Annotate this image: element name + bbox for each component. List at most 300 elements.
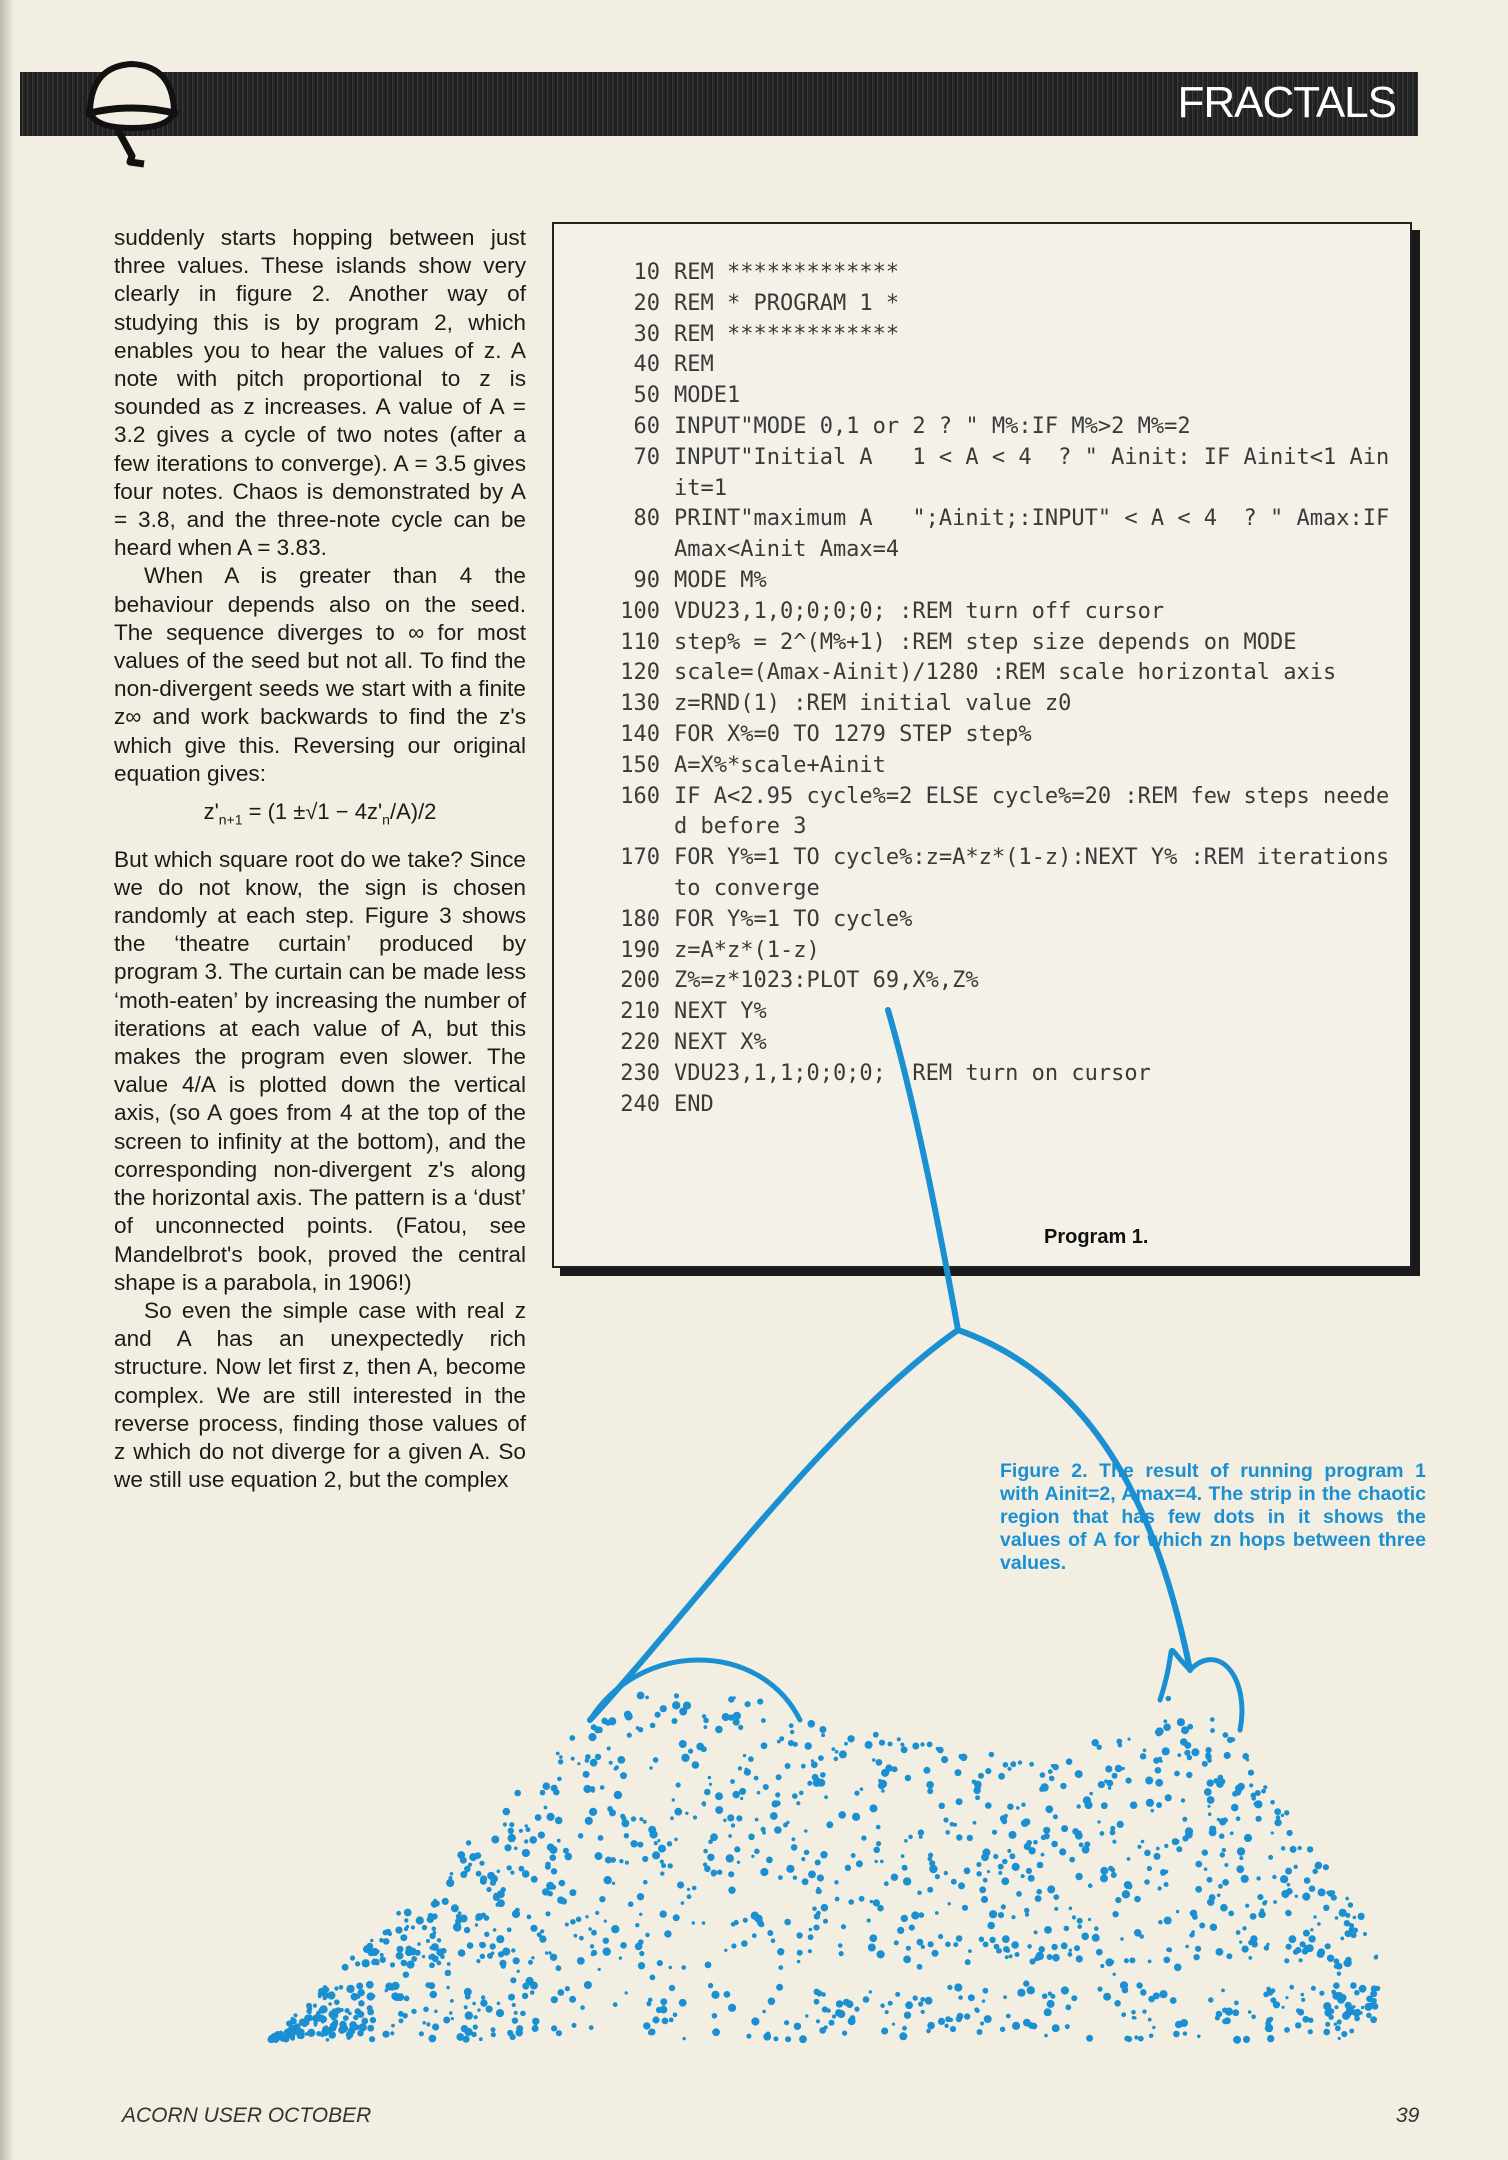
plot-dot [1256, 1816, 1262, 1822]
plot-dot [1176, 1910, 1179, 1913]
plot-dot [473, 2024, 478, 2029]
plot-dot [832, 1747, 836, 1751]
plot-dot [826, 1821, 833, 1828]
plot-dot [951, 1879, 957, 1885]
line-code: REM ************* [674, 321, 900, 347]
plot-dot [932, 1950, 939, 1957]
plot-dot [1290, 1846, 1297, 1853]
plot-dot [879, 1740, 885, 1746]
plot-dot [992, 1830, 997, 1835]
plot-dot [987, 1922, 995, 1930]
plot-dot [514, 1847, 518, 1851]
plot-dot [428, 1913, 434, 1919]
plot-dot [1027, 1986, 1035, 1994]
plot-dot [1244, 1834, 1252, 1842]
plot-dot [964, 1867, 971, 1874]
line-code: END [674, 1091, 714, 1117]
plot-dot [613, 2002, 618, 2007]
plot-dot [1136, 1982, 1142, 1988]
plot-dot [464, 1988, 472, 1996]
plot-dot [936, 1747, 940, 1751]
plot-dot [733, 1696, 736, 1699]
plot-dot [600, 1785, 605, 1790]
plot-dot [496, 2009, 504, 2017]
plot-dot [346, 2035, 351, 2040]
plot-dot [754, 1849, 760, 1855]
plot-dot [816, 2019, 820, 2023]
plot-dot [1021, 1874, 1025, 1878]
plot-dot [637, 1842, 643, 1848]
plot-dot [1113, 1973, 1116, 1976]
plot-dot [1234, 2001, 1239, 2006]
plot-dot [1216, 1948, 1224, 1956]
plot-dot [572, 2023, 577, 2028]
plot-dot [1232, 2009, 1239, 2016]
plot-dot [404, 1927, 408, 1931]
plot-dot [1111, 1872, 1117, 1878]
line-code: z=RND(1) :REM initial value z0 [674, 691, 1072, 717]
plot-dot [998, 1773, 1005, 1780]
plot-dot [869, 1934, 877, 1942]
plot-dot [688, 1749, 693, 1754]
plot-dot [426, 2022, 430, 2026]
plot-dot [1044, 1926, 1052, 1934]
plot-dot [1007, 1849, 1011, 1853]
plot-dot [904, 1839, 908, 1843]
plot-dot [1012, 1863, 1020, 1871]
plot-dot [510, 1871, 514, 1875]
plot-dot [919, 1912, 925, 1918]
plot-dot [1001, 1819, 1007, 1825]
plot-dot [820, 1772, 826, 1778]
line-number: 150 [620, 752, 660, 778]
plot-dot [1153, 1757, 1160, 1764]
plot-dot [776, 1984, 783, 1991]
plot-dot [905, 1775, 911, 1781]
plot-dot [1142, 2009, 1146, 2013]
plot-dot [1268, 1855, 1273, 1860]
plot-dot [1184, 1742, 1191, 1749]
plot-dot [867, 1918, 871, 1922]
plot-dot [1296, 2008, 1301, 2013]
plot-dot [676, 1782, 681, 1787]
plot-dot [605, 1857, 612, 1864]
plot-dot [777, 1948, 784, 1955]
plot-dot [508, 1834, 516, 1842]
plot-dot [1202, 1761, 1208, 1767]
plot-dot [511, 1948, 515, 1952]
plot-dot [1068, 1952, 1073, 1957]
plot-dot [1313, 1915, 1316, 1918]
plot-dot [461, 2025, 468, 2032]
plot-dot [938, 1934, 943, 1939]
plot-dot [617, 1756, 625, 1764]
plot-dot [479, 1861, 484, 1866]
plot-dot [1134, 1929, 1142, 1937]
plot-dot [340, 2008, 344, 2012]
plot-dot [1065, 2024, 1070, 2029]
plot-dot [668, 1863, 673, 1868]
plot-dot [875, 1860, 878, 1863]
plot-dot [447, 1962, 451, 1966]
plot-dot [1066, 1758, 1073, 1765]
plot-dot [652, 2016, 659, 2023]
plot-dot [809, 1928, 813, 1932]
plot-dot [1114, 2000, 1121, 2007]
plot-dot [544, 1806, 548, 1810]
plot-dot [899, 2032, 907, 2040]
plot-dot [530, 1990, 535, 1995]
line-number: 140 [620, 721, 660, 747]
plot-dot [805, 1742, 812, 1749]
plot-dot [1064, 1926, 1070, 1932]
plot-dot [1345, 1913, 1350, 1918]
plot-dot [368, 1949, 376, 1957]
plot-dot [366, 1981, 374, 1989]
plot-dot [1061, 1825, 1068, 1832]
plot-dot [835, 2009, 843, 2017]
plot-dot [881, 1789, 885, 1793]
plot-dot [639, 1951, 644, 1956]
plot-dot [1241, 1875, 1249, 1883]
plot-dot [1210, 1717, 1215, 1722]
plot-dot [1088, 1883, 1093, 1888]
plot-dot [591, 1930, 597, 1936]
plot-dot [543, 1782, 551, 1790]
plot-dot [585, 1915, 588, 1918]
plot-dot [929, 1865, 937, 1873]
plot-dot [1164, 1917, 1172, 1925]
plot-dot [1041, 1853, 1045, 1857]
plot-dot [1003, 1762, 1009, 1768]
plot-dot [917, 1891, 922, 1896]
plot-dot [441, 1948, 447, 1954]
plot-dot [1174, 1771, 1180, 1777]
plot-dot [628, 1901, 634, 1907]
plot-dot [607, 1746, 611, 1750]
plot-dot [649, 2029, 656, 2036]
plot-dot [1088, 1918, 1091, 1921]
plot-dot [1193, 1954, 1199, 1960]
plot-dot [761, 1718, 766, 1723]
line-number: 240 [620, 1091, 660, 1117]
plot-dot [917, 1964, 923, 1970]
plot-dot [808, 1934, 814, 1940]
plot-dot [815, 1860, 821, 1866]
plot-dot [508, 1828, 514, 1834]
plot-dot [1124, 1958, 1129, 1963]
plot-dot [1182, 1835, 1188, 1841]
plot-dot [947, 1985, 952, 1990]
plot-dot [612, 1882, 615, 1885]
plot-dot [650, 1723, 656, 1729]
plot-dot [401, 1960, 408, 1967]
plot-dot [1280, 1875, 1288, 1883]
plot-dot [1097, 1820, 1100, 1823]
plot-dot [1177, 1753, 1181, 1757]
plot-dot [400, 1934, 407, 1941]
plot-dot [752, 1933, 757, 1938]
plot-dot [660, 1860, 664, 1864]
plot-dot [429, 1962, 435, 1968]
plot-dot [674, 1838, 678, 1842]
plot-dot [1180, 2019, 1188, 2027]
plot-dot [901, 1915, 908, 1922]
plot-dot [904, 2012, 911, 2019]
plot-dot [577, 1957, 585, 1965]
plot-dot [703, 1863, 707, 1867]
plot-dot [1100, 1831, 1105, 1836]
line-number: 170 [620, 845, 660, 871]
plot-dot [561, 1898, 568, 1905]
plot-dot [1348, 1902, 1353, 1907]
plot-dot [1325, 2022, 1330, 2027]
plot-dot [578, 1833, 584, 1839]
plot-dot [574, 1934, 578, 1938]
plot-dot [1033, 1840, 1038, 1845]
plot-dot [491, 2032, 496, 2037]
plot-dot [1204, 1788, 1212, 1796]
plot-dot [1002, 1935, 1010, 1943]
plot-dot [1281, 1846, 1286, 1851]
plot-dot [1243, 2036, 1250, 2043]
plot-dot [1192, 1914, 1198, 1920]
plot-dot [411, 1925, 415, 1929]
plot-dot [1218, 1884, 1223, 1889]
plot-dot [571, 1757, 575, 1761]
plot-dot [1317, 1922, 1321, 1926]
plot-dot [983, 1988, 989, 1994]
plot-dot [609, 1809, 616, 1816]
plot-dot [457, 1851, 465, 1859]
plot-dot [515, 1908, 520, 1913]
plot-dot [480, 1875, 487, 1882]
plot-dot [1052, 1954, 1060, 1962]
plot-dot [981, 1853, 989, 1861]
plot-dot [1053, 1894, 1059, 1900]
plot-dot [832, 2014, 836, 2018]
plot-dot [419, 2031, 424, 2036]
article-paragraph: suddenly starts hopping between just three values. These islands show very clearly in figure 2. Another way of studying this is by program 2, which enables you to hear the values of z. A note with pitch proportional to z is sounded as z increases. A value of A = 3.2 gives a cycle of two notes (after a few iterations to converge). A = 3.5 gives four notes. Chaos is demonstrated by A = 3.8, and the three-note cycle can be heard when A = 3.83. [114, 225, 526, 561]
line-code: IF A<2.95 cycle%=2 ELSE cycle%=20 :REM few steps needed before 3 [674, 783, 1390, 840]
plot-dot [437, 1961, 442, 1966]
plot-dot [1251, 2015, 1256, 2020]
plot-dot [604, 1920, 607, 1923]
plot-dot [1172, 1838, 1179, 1845]
plot-dot [664, 1930, 671, 1937]
plot-dot [522, 1993, 528, 1999]
plot-dot [1012, 2022, 1020, 2030]
plot-dot [835, 1897, 840, 1902]
plot-dot [517, 1970, 520, 1973]
plot-dot [328, 2031, 336, 2039]
plot-dot [1224, 1752, 1231, 1759]
plot-dot [1315, 1862, 1323, 1870]
line-number: 230 [620, 1060, 660, 1086]
plot-dot [888, 2001, 893, 2006]
plot-dot [935, 1911, 939, 1915]
plot-dot [590, 1944, 594, 1948]
plot-dot [1177, 1718, 1185, 1726]
plot-dot [1285, 1868, 1292, 1875]
plot-dot [1075, 1770, 1083, 1778]
plot-dot [362, 1959, 370, 1967]
line-code: FOR X%=0 TO 1279 STEP step% [674, 721, 1032, 747]
plot-dot [956, 1935, 963, 1942]
plot-dot [356, 1983, 363, 1990]
plot-dot [537, 1932, 542, 1937]
plot-dot [740, 1797, 743, 1800]
plot-dot [925, 1997, 933, 2005]
plot-dot [681, 1754, 689, 1762]
plot-dot [486, 2006, 493, 2013]
plot-dot [1216, 1780, 1224, 1788]
plot-dot [1264, 1945, 1269, 1950]
plot-dot [1038, 1946, 1045, 1953]
plot-dot [1307, 1846, 1313, 1852]
plot-dot [755, 1818, 759, 1822]
plot-dot [731, 1823, 735, 1827]
plot-dot [1311, 1986, 1316, 1991]
plot-dot [987, 1870, 990, 1873]
plot-dot [1326, 1891, 1330, 1895]
plot-dot [975, 1795, 980, 1800]
line-number: 190 [620, 937, 660, 963]
plot-dot [1098, 1781, 1105, 1788]
bifurcation-stem [888, 1010, 958, 1330]
plot-dot [391, 2024, 395, 2028]
plot-dot [1092, 1934, 1100, 1942]
plot-dot [1009, 1831, 1017, 1839]
plot-dot [535, 1814, 542, 1821]
plot-dot [1004, 1814, 1008, 1818]
line-code: NEXT X% [674, 1029, 767, 1055]
plot-dot [1359, 2011, 1363, 2015]
plot-dot [570, 1919, 576, 1925]
plot-dot [326, 2038, 330, 2042]
plot-dot [1239, 1941, 1242, 1944]
plot-dot [944, 2024, 948, 2028]
plot-dot [1100, 1874, 1108, 1882]
plot-dot [551, 2025, 557, 2031]
plot-dot [1110, 1830, 1116, 1836]
plot-dot [1097, 1745, 1102, 1750]
plot-dot [1151, 1809, 1155, 1813]
plot-dot [522, 1870, 530, 1878]
plot-dot [655, 1712, 661, 1718]
plot-dot [876, 1759, 883, 1766]
footer-publication: ACORN USER OCTOBER [122, 2104, 372, 2127]
plot-dot [557, 1839, 561, 1843]
plot-dot [299, 2033, 303, 2037]
plot-dot [1227, 1737, 1233, 1743]
plot-dot [548, 1951, 551, 1954]
plot-dot [635, 1923, 639, 1927]
plot-dot [743, 1918, 748, 1923]
plot-dot [821, 1733, 825, 1737]
plot-dot [1215, 2016, 1220, 2021]
plot-dot [1059, 1848, 1066, 1855]
plot-dot [775, 1800, 781, 1806]
plot-dot [687, 1894, 692, 1899]
plot-dot [836, 2000, 843, 2007]
plot-dot [1122, 1987, 1129, 1994]
plot-dot [646, 2001, 651, 2006]
plot-dot [480, 1954, 485, 1959]
plot-dot [712, 2028, 720, 2036]
plot-dot [1294, 1865, 1298, 1869]
plot-dot [927, 1887, 933, 1893]
plot-dot [1149, 2034, 1154, 2039]
plot-dot [774, 1826, 782, 1834]
plot-dot [1156, 1802, 1162, 1808]
plot-dot [557, 1989, 564, 1996]
line-code: INPUT"MODE 0,1 or 2 ? " M%:IF M%>2 M%=2 [674, 413, 1191, 439]
plot-dot [431, 1901, 438, 1908]
plot-dot [1249, 1783, 1253, 1787]
plot-dot [569, 1735, 575, 1741]
plot-dot [1112, 1773, 1118, 1779]
line-code: VDU23,1,1;0;0;0; :REM turn on cursor [674, 1060, 1151, 1086]
plot-dot [998, 1864, 1004, 1870]
plot-dot [673, 2013, 678, 2018]
plot-dot [1105, 1765, 1112, 1772]
plot-dot [625, 1991, 628, 1994]
plot-dot [1094, 1926, 1099, 1931]
plot-dot [1282, 2006, 1285, 2009]
plot-dot [1256, 1876, 1260, 1880]
plot-dot [1274, 1819, 1281, 1826]
plot-dot [1005, 1955, 1009, 1959]
plot-dot [551, 1996, 558, 2003]
plot-dot [1072, 1915, 1076, 1919]
plot-dot [620, 1942, 627, 1949]
plot-dot [643, 1880, 648, 1885]
plot-dot [1226, 1953, 1232, 1959]
line-number: 220 [620, 1029, 660, 1055]
plot-dot [1210, 1728, 1215, 1733]
plot-dot [620, 1772, 627, 1779]
plot-dot [731, 1943, 736, 1948]
plot-dot [846, 2000, 854, 2008]
plot-dot [545, 1862, 551, 1868]
plot-dot [724, 1949, 727, 1952]
plot-dot [776, 1774, 782, 1780]
plot-dot [496, 1903, 500, 1907]
plot-dot [1069, 1907, 1073, 1911]
plot-dot [918, 1829, 924, 1835]
plot-dot [845, 1865, 851, 1871]
plot-dot [1052, 1764, 1057, 1769]
plot-dot [474, 2015, 478, 2019]
plot-dot [290, 2018, 296, 2024]
plot-dot [371, 1994, 375, 1998]
plot-dot [1242, 1753, 1249, 1760]
plot-dot [728, 1887, 735, 1894]
plot-dot [1352, 2005, 1355, 2008]
plot-dot [636, 1726, 640, 1730]
plot-dot [358, 1989, 365, 1996]
plot-dot [369, 2036, 375, 2042]
plot-dot [790, 1730, 794, 1734]
plot-dot [1112, 1840, 1116, 1844]
plot-dot [390, 2031, 394, 2035]
plot-dot [939, 1803, 945, 1809]
plot-dot [1353, 1916, 1357, 1920]
plot-dot [323, 2019, 326, 2022]
plot-dot [619, 1859, 623, 1863]
plot-dot [715, 1792, 723, 1800]
